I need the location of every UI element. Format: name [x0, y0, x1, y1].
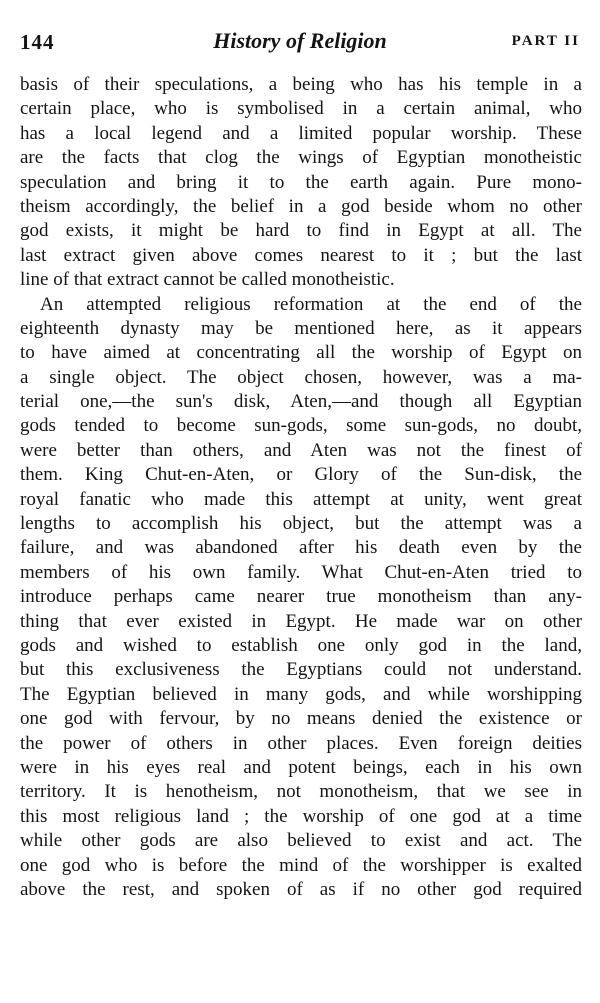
text-line: were in his eyes real and potent beings, each in his own	[20, 756, 582, 778]
body-text	[20, 73, 582, 902]
text-line: members of his own family. What Chut-en-Aten tried to	[20, 561, 582, 583]
text-line: thing that ever existed in Egypt. He made war on other	[20, 610, 582, 632]
text-line: gods tended to become sun-gods, some sun-gods, no doubt,	[20, 415, 582, 437]
page-number: 144	[20, 30, 55, 54]
running-title: History of Religion	[213, 28, 387, 53]
text-line: were better than others, and Aten was not the finest of	[20, 439, 582, 461]
text-line: failure, and was abandoned after his death even by the	[20, 537, 582, 559]
paragraph-2	[20, 293, 582, 903]
text-line: this most religious land ; the worship of one god at a time	[20, 805, 582, 827]
paragraph-1	[20, 73, 582, 293]
text-line: has a local legend and a limited popular worship. These	[20, 122, 582, 144]
text-line: last extract given above comes nearest to it ; but the last	[20, 244, 582, 266]
text-line: a single object. The object chosen, however, was a ma-	[20, 366, 582, 388]
text-line: line of that extract cannot be called monotheistic.	[20, 269, 395, 291]
text-line: theism accordingly, the belief in a god beside whom no other	[20, 195, 582, 217]
text-line: while other gods are also believed to exist and act. The	[20, 830, 582, 852]
text-line: god exists, it might be hard to find in Egypt at all. The	[20, 220, 582, 242]
text-line: speculation and bring it to the earth again. Pure mono-	[20, 171, 582, 193]
text-line: certain place, who is symbolised in a certain animal, who	[20, 98, 582, 120]
text-line: above the rest, and spoken of as if no other god required	[20, 878, 582, 900]
text-line: one god who is before the mind of the worshipper is exalted	[20, 854, 582, 876]
text-line: introduce perhaps came nearer true monotheism than any-	[20, 586, 582, 608]
part-label: PART II	[511, 33, 580, 49]
text-line: The Egyptian believed in many gods, and while worshipping	[20, 683, 582, 705]
text-line: basis of their speculations, a being who has his temple in a	[20, 74, 582, 95]
text-line: royal fanatic who made this attempt at unity, went great	[20, 488, 582, 510]
text-line: gods and wished to establish one only god in the land,	[20, 634, 582, 656]
text-line: one god with fervour, by no means denied the existence or	[20, 708, 582, 730]
text-line: are the facts that clog the wings of Egyptian monotheistic	[20, 147, 582, 169]
text-line: territory. It is henotheism, not monotheism, that we see in	[20, 781, 582, 803]
text-line: but this exclusiveness the Egyptians could not understand.	[20, 659, 582, 681]
running-head	[20, 30, 580, 58]
text-line: lengths to accomplish his object, but the attempt was a	[20, 513, 582, 535]
text-line: the power of others in other places. Even foreign deities	[20, 732, 582, 754]
text-line: them. King Chut-en-Aten, or Glory of the Sun-disk, the	[20, 464, 582, 486]
text-line: An attempted religious reformation at the end of the	[40, 293, 582, 315]
text-line: eighteenth dynasty may be mentioned here, as it appears	[20, 317, 582, 339]
text-line: terial one,—the sun's disk, Aten,—and though all Egyptian	[20, 391, 582, 413]
text-line: to have aimed at concentrating all the worship of Egypt on	[20, 342, 582, 364]
